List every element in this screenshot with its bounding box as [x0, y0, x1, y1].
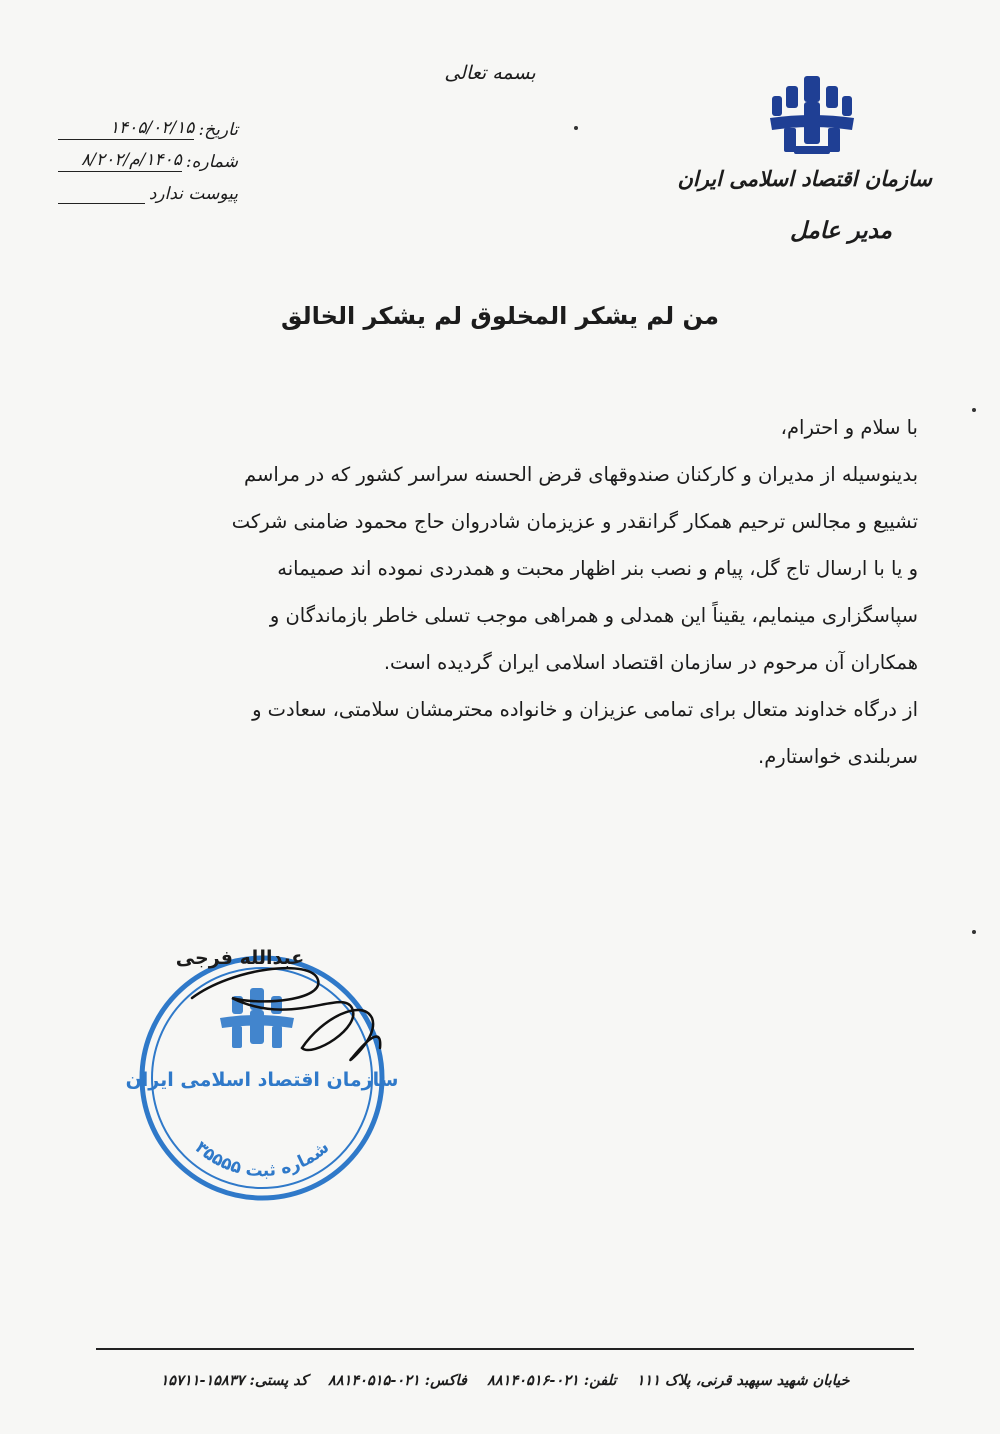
stamp-logo-icon	[220, 988, 294, 1048]
footer-postal-code: کد پستی: ۱۵۸۳۷-۱۵۷۱۱	[160, 1372, 308, 1389]
attachment-label: پیوست ندارد	[148, 184, 238, 204]
letterhead	[677, 72, 932, 244]
paper-speck	[972, 930, 976, 934]
body-line: بدینوسیله از مدیران و کارکنان صندوقهای قرض الحسنه سراسر کشور که در مراسم	[244, 463, 918, 486]
paper-speck	[574, 126, 578, 130]
letter-meta	[58, 108, 238, 204]
body-line: با سلام و احترام،	[780, 416, 918, 439]
footer-divider	[96, 1348, 914, 1350]
body-line: همکاران آن مرحوم در سازمان اقتصاد اسلامی ایران گردیده است.	[383, 651, 918, 674]
body-line: تشییع و مجالس ترحیم همکار گرانقدر و عزیزمان شادروان حاج محمود ضامنی شرکت	[231, 510, 918, 533]
organization-logo-icon	[764, 72, 860, 160]
letterhead-footer	[96, 1372, 914, 1389]
stamp-organization-name: سازمان اقتصاد اسلامی ایران	[125, 1069, 399, 1091]
signer-name: عبدالله فرجی	[175, 947, 305, 969]
number-label: شماره:	[185, 152, 238, 172]
date-label: تاریخ:	[198, 120, 238, 140]
letter-body	[100, 404, 918, 780]
footer-fax: فاکس: ۰۲۱-۸۸۱۴۰۵۱۵	[328, 1372, 467, 1389]
number-value: ۱۴۰۵/م/۸/۲۰۲	[58, 150, 182, 172]
paper-speck	[972, 408, 976, 412]
attachment-row	[58, 172, 238, 204]
invocation: بسمه تعالی	[444, 62, 536, 84]
organization-name: سازمان اقتصاد اسلامی ایران	[677, 166, 932, 191]
svg-text:شماره ثبت ۳۵۵۵۵	[191, 1137, 333, 1181]
stamp-registration: شماره ثبت ۳۵۵۵۵	[190, 1137, 334, 1182]
body-line: سپاسگزاری مینمایم، یقیناً این همدلی و همراهی موجب تسلی خاطر بازماندگان و	[269, 604, 918, 627]
body-line: از درگاه خداوند متعال برای تمامی عزیزان و خانواده محترمشان سلامتی، سعادت و	[252, 698, 918, 721]
body-line: سربلندی خواستارم.	[758, 745, 918, 768]
office-title: مدیر عامل	[790, 217, 892, 244]
official-stamp	[112, 928, 412, 1208]
body-line: و یا با ارسال تاج گل، پیام و نصب بنر اظهار محبت و همدردی نموده اند صمیمانه	[277, 557, 918, 580]
attachment-line	[58, 182, 145, 204]
date-value: ۱۴۰۵/۰۲/۱۵	[58, 118, 194, 140]
footer-address: خیابان شهید سپهبد قرنی، پلاک ۱۱۱	[636, 1372, 850, 1389]
footer-phone: تلفن: ۰۲۱-۸۸۱۴۰۵۱۶	[487, 1372, 617, 1389]
date-row	[58, 108, 238, 140]
number-row	[58, 140, 238, 172]
letter-headline: من لم یشکر المخلوق لم یشکر الخالق	[280, 302, 719, 330]
